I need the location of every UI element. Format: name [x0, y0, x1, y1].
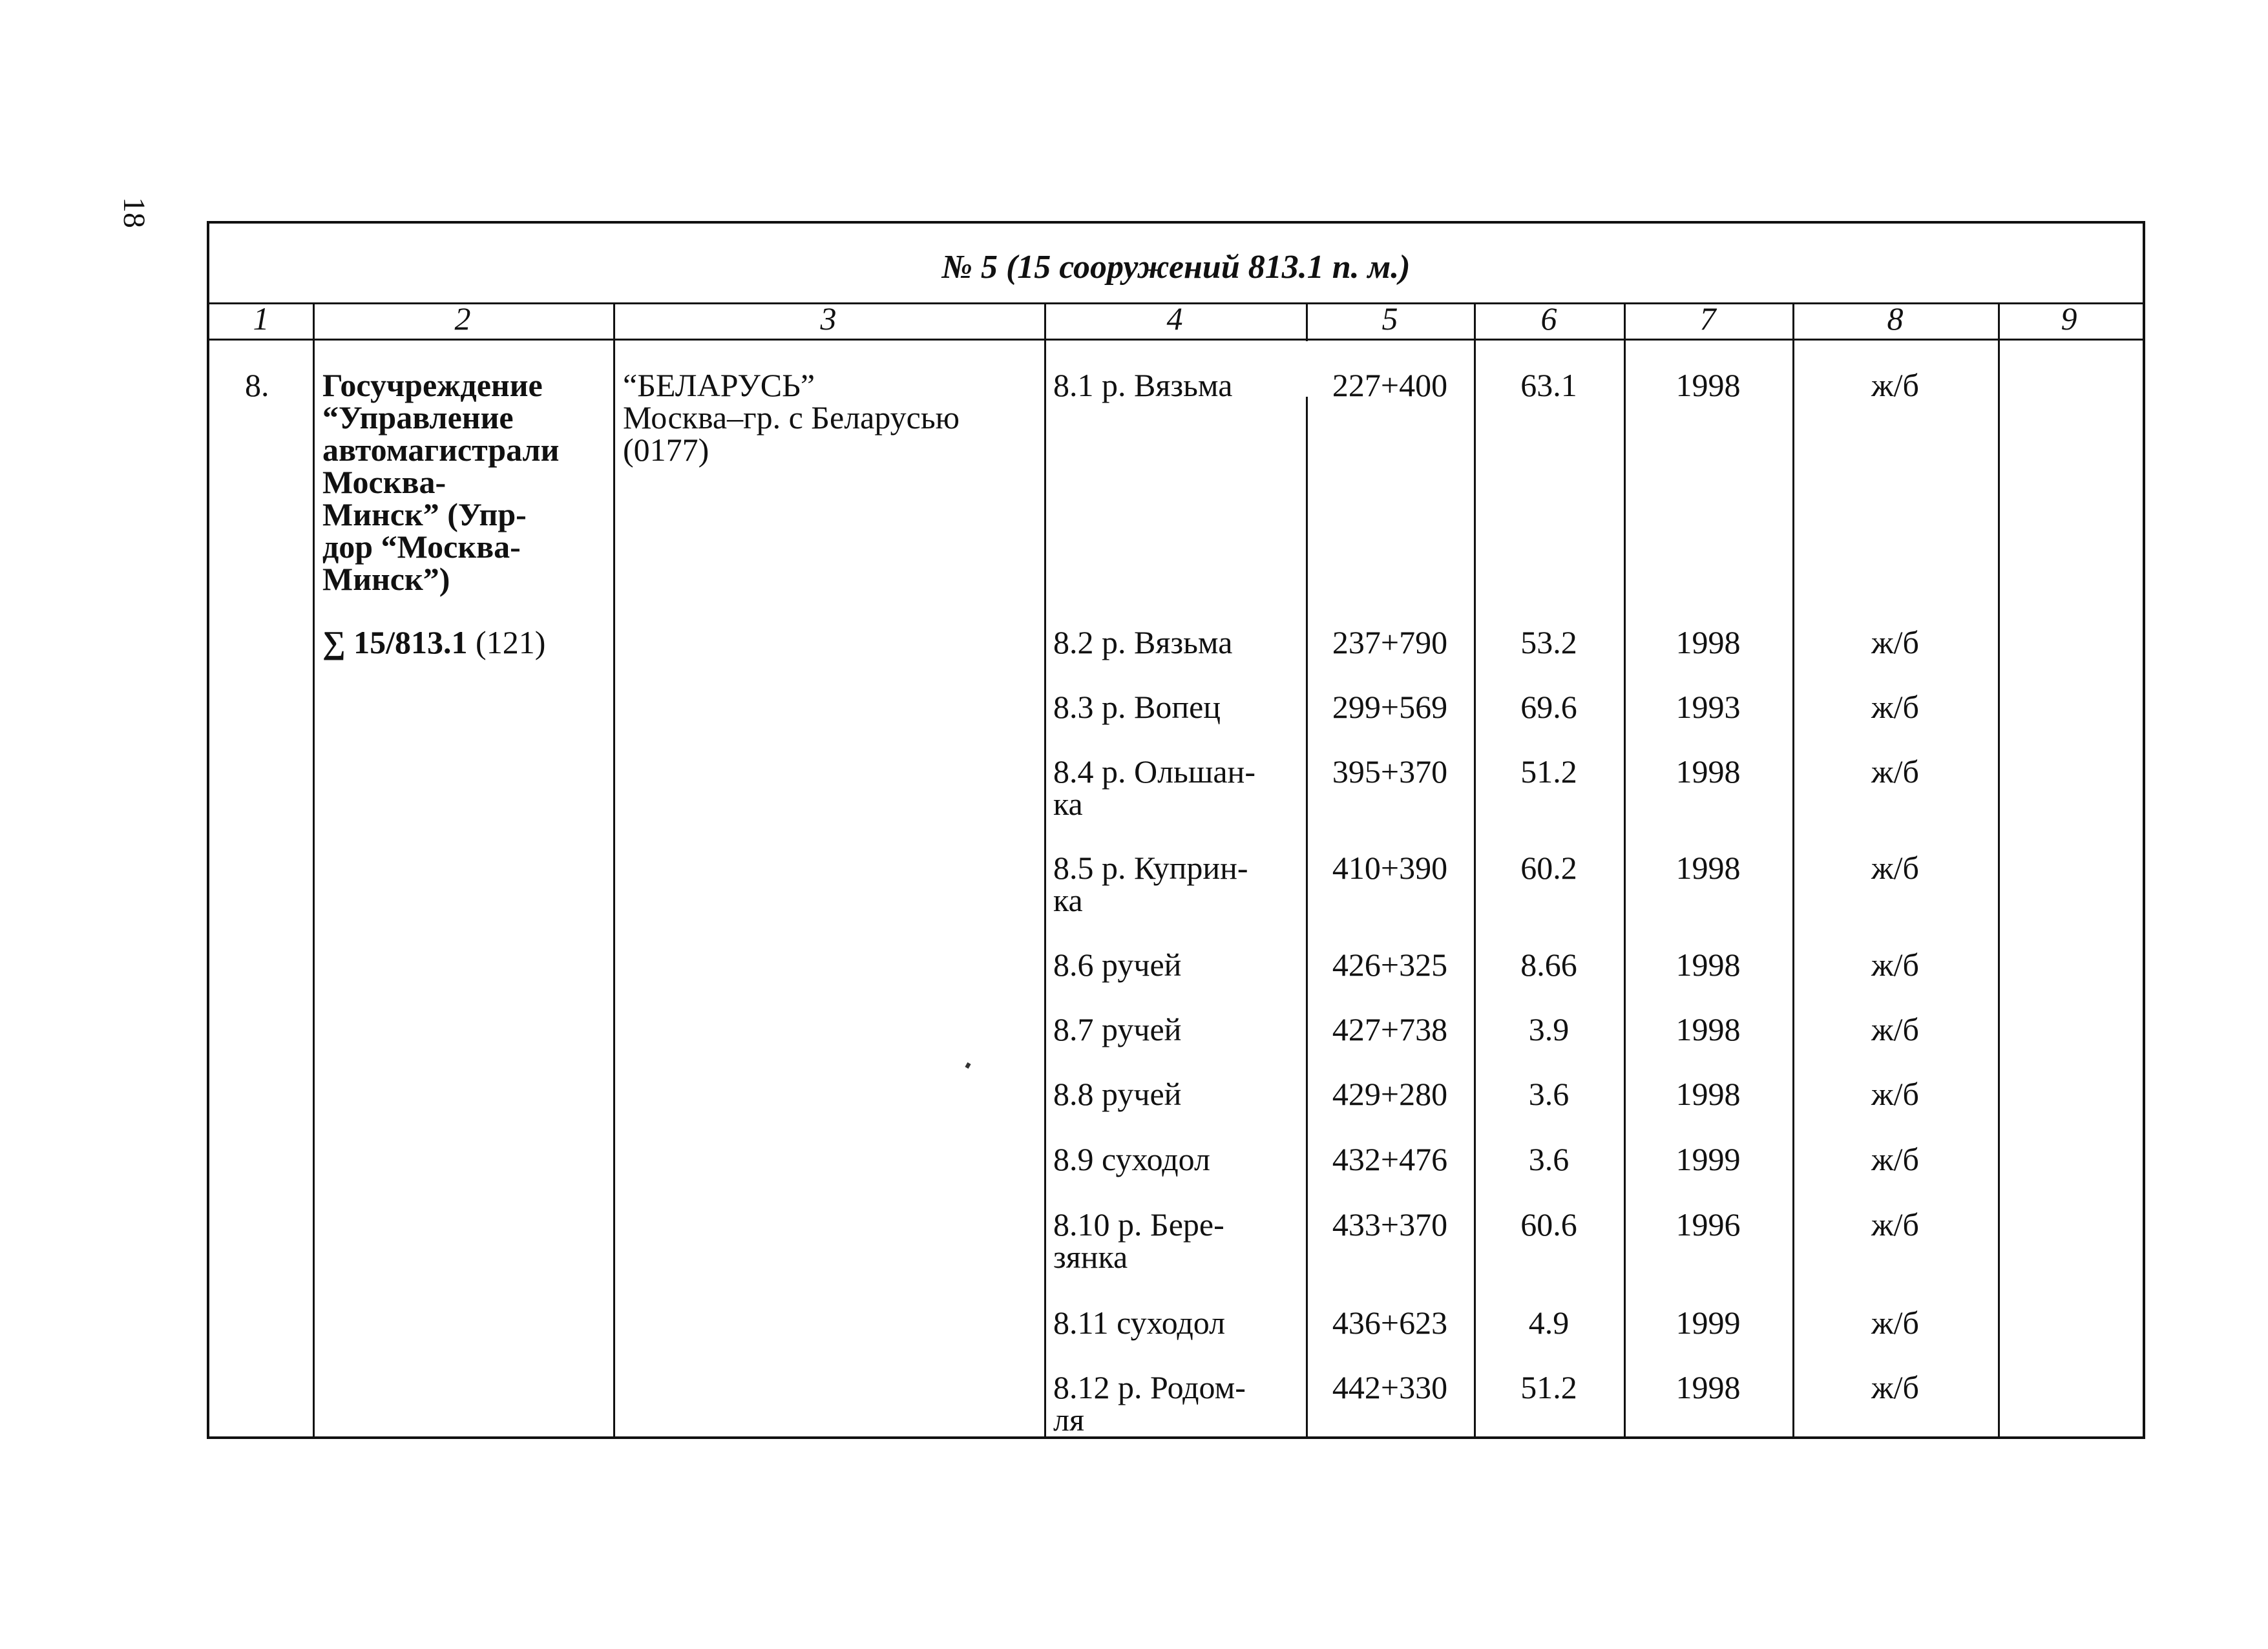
row-number: 8.: [245, 367, 269, 403]
km-mark: 299+569: [1332, 689, 1448, 725]
page-number: 18: [117, 197, 151, 228]
structure-name: 8.8 ручей: [1053, 1076, 1182, 1112]
length: 63.1: [1520, 367, 1577, 403]
year: 1998: [1675, 850, 1741, 886]
length: 51.2: [1520, 753, 1577, 790]
length: 4.9: [1528, 1305, 1570, 1341]
structure-name: 8.9 суходол: [1053, 1141, 1210, 1177]
col-divider: [1306, 397, 1308, 1436]
column-number: 3: [820, 300, 837, 337]
material: ж/б: [1871, 1141, 1919, 1177]
year: 1999: [1675, 1305, 1741, 1341]
km-mark: 395+370: [1332, 753, 1448, 790]
material: ж/б: [1871, 1076, 1919, 1112]
material: ж/б: [1871, 1369, 1919, 1405]
structure-name: 8.4 р. Ольшан- ка: [1053, 753, 1255, 822]
header-divider: [209, 339, 2143, 341]
sum-extra: (121): [467, 624, 546, 660]
length: 53.2: [1520, 624, 1577, 660]
km-mark: 426+325: [1332, 947, 1448, 983]
material: ж/б: [1871, 850, 1919, 886]
length: 3.9: [1528, 1011, 1570, 1047]
km-mark: 436+623: [1332, 1305, 1448, 1341]
col-divider: [1044, 302, 1046, 1436]
material: ж/б: [1871, 624, 1919, 660]
year: 1999: [1675, 1141, 1741, 1177]
year: 1998: [1675, 1076, 1741, 1112]
km-mark: 237+790: [1332, 624, 1448, 660]
col-divider: [613, 302, 615, 1436]
km-mark: 427+738: [1332, 1011, 1448, 1047]
column-number: 8: [1887, 300, 1904, 337]
structure-sum: [322, 626, 607, 658]
structure-name: 8.3 р. Вопец: [1053, 689, 1221, 725]
col-divider: [1306, 302, 1308, 341]
material: ж/б: [1871, 1206, 1919, 1243]
km-mark: 433+370: [1332, 1206, 1448, 1243]
year: 1998: [1675, 1011, 1741, 1047]
year: 1998: [1675, 624, 1741, 660]
material: ж/б: [1871, 947, 1919, 983]
year: 1996: [1675, 1206, 1741, 1243]
structure-name: 8.5 р. Куприн- ка: [1053, 850, 1248, 918]
sum-value: ∑ 15/813.1: [322, 624, 468, 660]
column-number: 7: [1699, 300, 1716, 337]
km-mark: 442+330: [1332, 1369, 1448, 1405]
length: 69.6: [1520, 689, 1577, 725]
structure-name: 8.10 р. Бере- зянка: [1053, 1206, 1224, 1275]
year: 1998: [1675, 367, 1741, 403]
table-title: № 5 (15 сооружений 813.1 п. м.): [941, 249, 1411, 286]
structure-name: 8.7 ручей: [1053, 1011, 1182, 1047]
length: 3.6: [1528, 1076, 1570, 1112]
column-number: 4: [1166, 300, 1183, 337]
column-number: 2: [454, 300, 471, 337]
km-mark: 410+390: [1332, 850, 1448, 886]
year: 1998: [1675, 753, 1741, 790]
column-number: 1: [253, 300, 269, 337]
structure-name: 8.2 р. Вязьма: [1053, 624, 1233, 660]
material: ж/б: [1871, 689, 1919, 725]
length: 51.2: [1520, 1369, 1577, 1405]
km-mark: 227+400: [1332, 367, 1448, 403]
length: 3.6: [1528, 1141, 1570, 1177]
km-mark: 429+280: [1332, 1076, 1448, 1112]
bridge-table: [207, 221, 2145, 1439]
structure-name: 8.1 р. Вязьма: [1053, 367, 1233, 403]
col-divider: [313, 302, 315, 1436]
material: ж/б: [1871, 1305, 1919, 1341]
road-name: “БЕЛАРУСЬ” Москва–гр. с Беларусью (0177): [623, 367, 960, 468]
material: ж/б: [1871, 367, 1919, 403]
column-number: 5: [1381, 300, 1398, 337]
year: 1998: [1675, 947, 1741, 983]
structure-name: 8.6 ручей: [1053, 947, 1182, 983]
column-number: 9: [2061, 300, 2077, 337]
km-mark: 432+476: [1332, 1141, 1448, 1177]
length: 8.66: [1520, 947, 1577, 983]
material: ж/б: [1871, 1011, 1919, 1047]
column-number: 6: [1540, 300, 1557, 337]
col-divider: [1998, 302, 2000, 1436]
material: ж/б: [1871, 753, 1919, 790]
length: 60.2: [1520, 850, 1577, 886]
organization-name: Госучреждение “Управление автомагистрали Москва- Минск” (Упр- дор “Москва- Минск”): [322, 367, 560, 597]
year: 1998: [1675, 1369, 1741, 1405]
structure-name: 8.11 суходол: [1053, 1305, 1226, 1341]
structure-name: 8.12 р. Родом- ля: [1053, 1369, 1246, 1438]
length: 60.6: [1520, 1206, 1577, 1243]
year: 1993: [1675, 689, 1741, 725]
